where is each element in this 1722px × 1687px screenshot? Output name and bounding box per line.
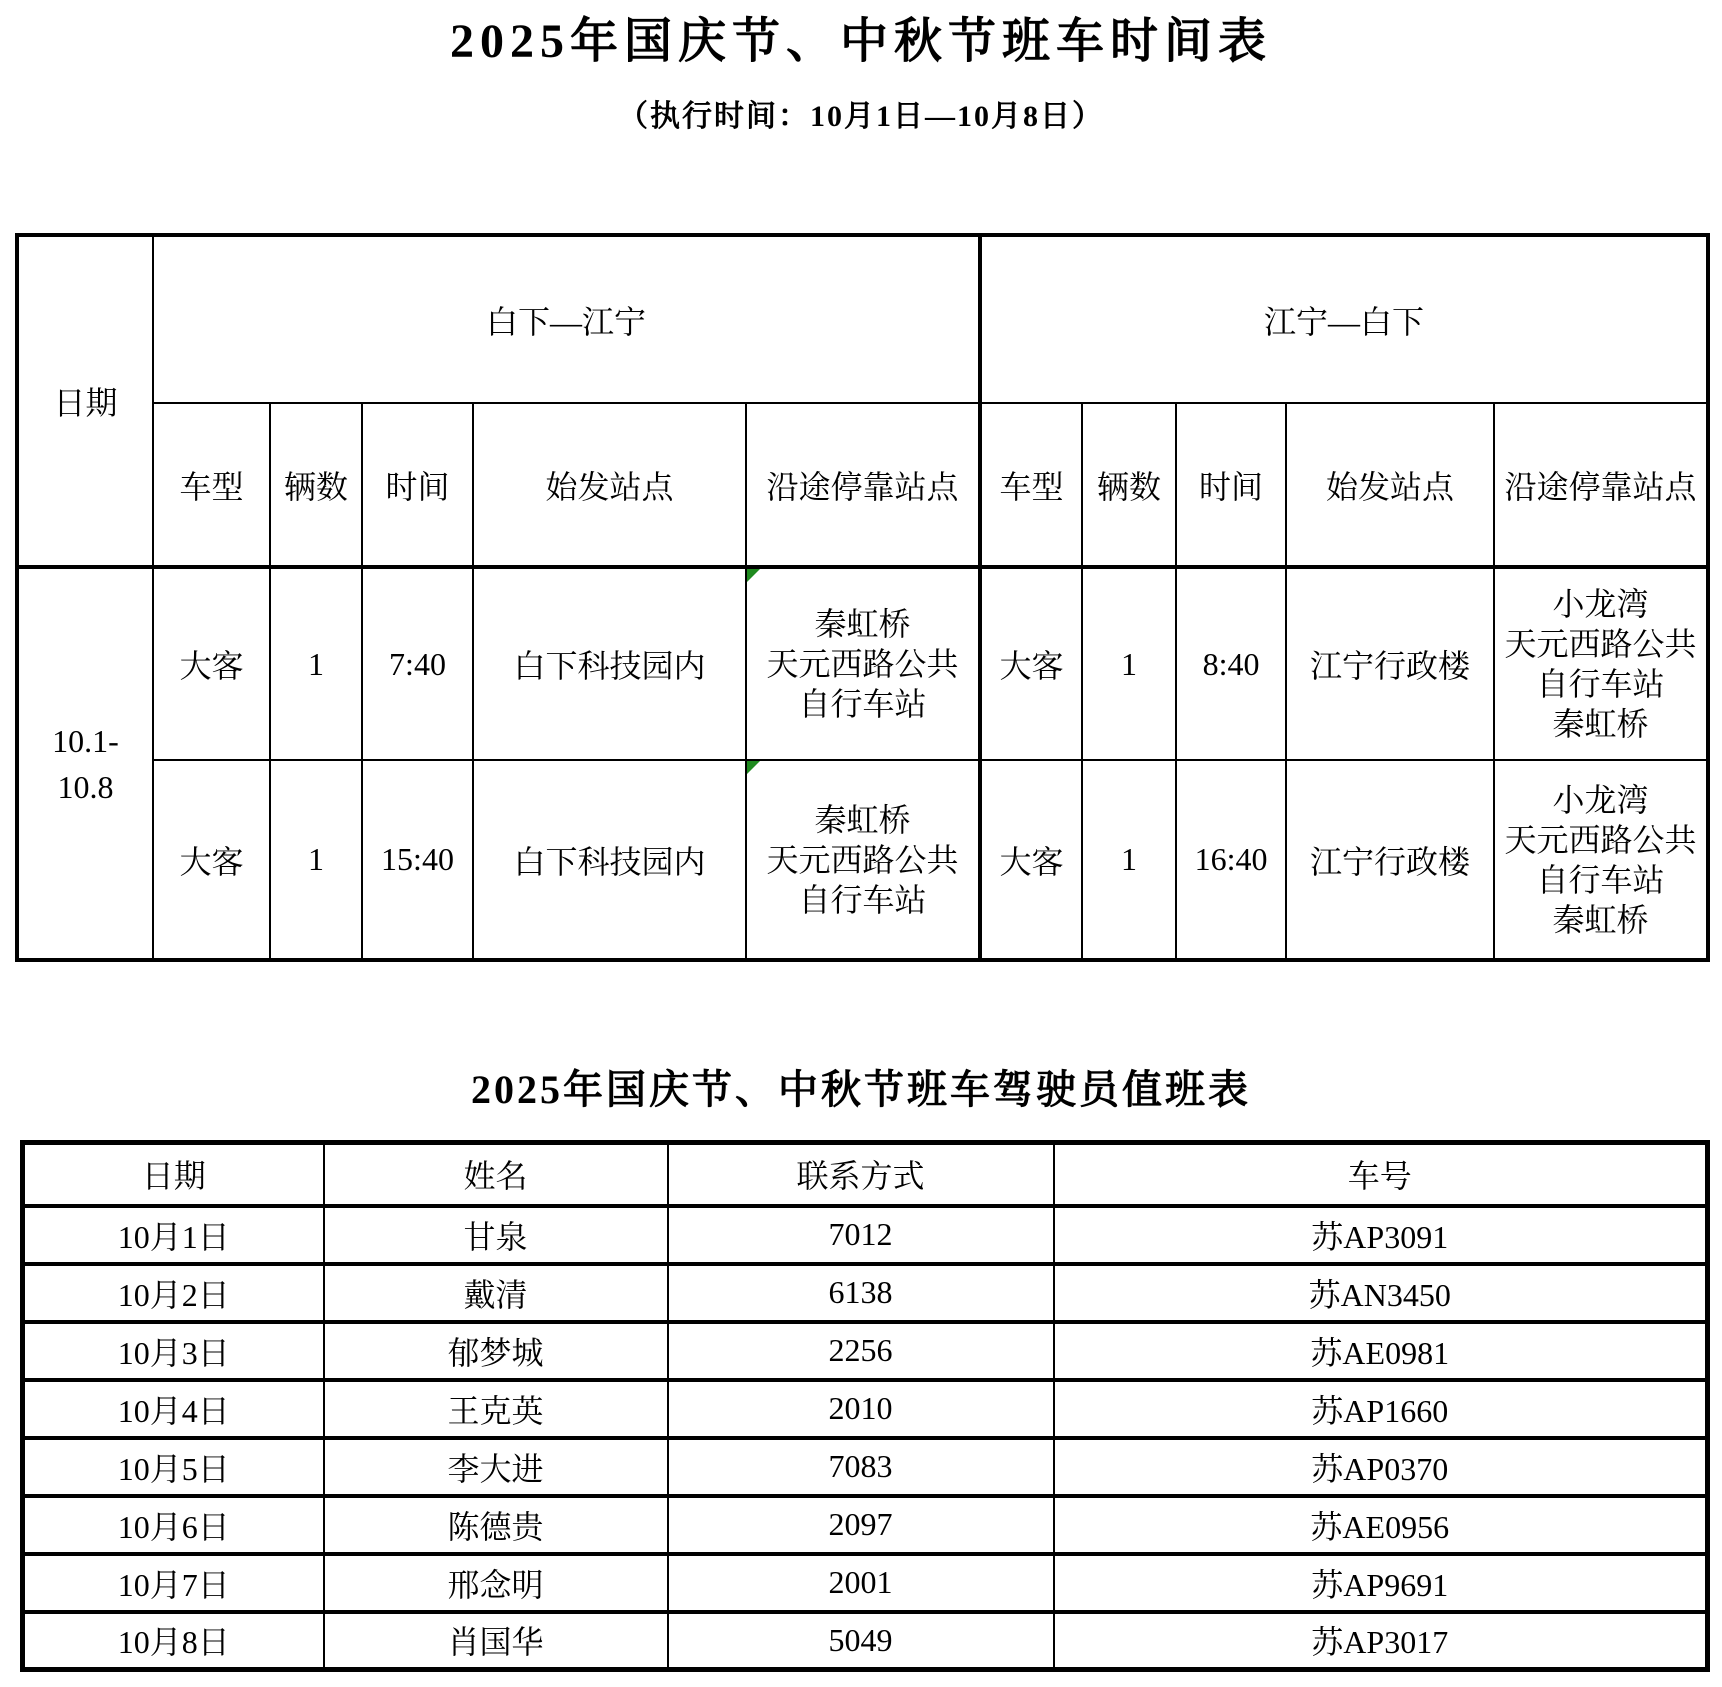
roster-cell-date: 10月2日: [23, 1264, 324, 1322]
subheader-vehicle-count: 辆数: [1082, 403, 1176, 567]
roster-cell-plate: 苏AE0981: [1054, 1322, 1708, 1380]
roster-cell-date: 10月8日: [23, 1612, 324, 1670]
stop-line: 自行车站: [798, 686, 927, 722]
roster-cell-date: 10月7日: [23, 1554, 324, 1612]
subheader-vehicle-count: 辆数: [270, 403, 362, 567]
roster-header-plate: 车号: [1054, 1143, 1708, 1206]
roster-cell-name: 陈德贵: [324, 1496, 668, 1554]
table-row: [23, 1438, 1708, 1496]
roster-cell-contact: 6138: [668, 1264, 1054, 1322]
stop-line: 自行车站: [798, 881, 927, 918]
subheader-time: 时间: [1176, 403, 1286, 567]
stop-line: 秦虹桥: [1552, 706, 1649, 742]
roster-cell-name: 邢念明: [324, 1554, 668, 1612]
roster-header-date: 日期: [23, 1143, 324, 1206]
cell-vehicle-count: 1: [1082, 760, 1176, 960]
cell-time: 7:40: [362, 567, 473, 760]
cell-vehicle-count: 1: [1082, 567, 1176, 760]
roster-cell-plate: 苏AP9691: [1054, 1554, 1708, 1612]
cell-time: 8:40: [1176, 567, 1286, 760]
stop-line: 自行车站: [1536, 861, 1665, 898]
cell-vehicle-type: 大客: [153, 760, 270, 960]
cell-date-range: [17, 567, 153, 960]
roster-cell-name: 李大进: [324, 1438, 668, 1496]
stop-line: 天元西路公共: [766, 841, 959, 878]
stop-line: 自行车站: [1536, 666, 1665, 702]
subheader-origin: 始发站点: [1286, 403, 1494, 567]
table-row: [23, 1496, 1708, 1554]
subheader-time: 时间: [362, 403, 473, 567]
roster-cell-contact: 7012: [668, 1206, 1054, 1264]
roster-cell-contact: 7083: [668, 1438, 1054, 1496]
stop-line: 秦虹桥: [814, 801, 911, 838]
table-row: [23, 1612, 1708, 1670]
cell-stops: [1494, 760, 1708, 960]
roster-header-contact: 联系方式: [668, 1143, 1054, 1206]
cell-vehicle-count: 1: [270, 760, 362, 960]
roster-cell-plate: 苏AP3017: [1054, 1612, 1708, 1670]
table-row: [23, 1206, 1708, 1264]
timetable-header-date: 日期: [17, 235, 153, 567]
stop-line: 秦虹桥: [814, 606, 911, 642]
roster-cell-date: 10月1日: [23, 1206, 324, 1264]
roster-cell-contact: 2001: [668, 1554, 1054, 1612]
excel-flag-icon: [747, 569, 760, 582]
roster-cell-contact: 2256: [668, 1322, 1054, 1380]
cell-origin: 江宁行政楼: [1286, 760, 1494, 960]
excel-flag-icon: [747, 761, 760, 774]
subheader-stops: 沿途停靠站点: [1494, 403, 1708, 567]
roster-cell-name: 肖国华: [324, 1612, 668, 1670]
stop-line: 小龙湾: [1552, 586, 1649, 622]
roster-cell-plate: 苏AP3091: [1054, 1206, 1708, 1264]
stop-line: 天元西路公共: [1504, 821, 1697, 858]
cell-origin: 白下科技园内: [473, 760, 746, 960]
page-subtitle: （执行时间：10月1日—10月8日）: [618, 100, 1104, 133]
stop-line: 天元西路公共: [766, 646, 959, 682]
cell-vehicle-type: 大客: [980, 567, 1082, 760]
cell-stops: [746, 760, 980, 960]
roster-cell-plate: 苏AP1660: [1054, 1380, 1708, 1438]
roster-cell-date: 10月3日: [23, 1322, 324, 1380]
date-range-line: 10.8: [57, 768, 114, 805]
cell-stops: [746, 567, 980, 760]
roster-cell-name: 甘泉: [324, 1206, 668, 1264]
table-row: [23, 1264, 1708, 1322]
timetable-table: [15, 233, 1710, 962]
roster-cell-name: 戴清: [324, 1264, 668, 1322]
cell-origin: 白下科技园内: [473, 567, 746, 760]
cell-time: 16:40: [1176, 760, 1286, 960]
stop-line: 天元西路公共: [1504, 626, 1697, 662]
group-header-jiangning-baixia: 江宁—白下: [980, 235, 1708, 403]
cell-time: 15:40: [362, 760, 473, 960]
cell-vehicle-type: 大客: [980, 760, 1082, 960]
group-header-baixia-jiangning: 白下—江宁: [153, 235, 980, 403]
roster-cell-plate: 苏AP0370: [1054, 1438, 1708, 1496]
roster-cell-contact: 5049: [668, 1612, 1054, 1670]
subheader-vehicle-type: 车型: [153, 403, 270, 567]
roster-cell-name: 王克英: [324, 1380, 668, 1438]
roster-table: [20, 1140, 1710, 1672]
roster-cell-plate: 苏AN3450: [1054, 1264, 1708, 1322]
roster-cell-contact: 2097: [668, 1496, 1054, 1554]
roster-title: 2025年国庆节、中秋节班车驾驶员值班表: [471, 1067, 1251, 1112]
stop-line: 秦虹桥: [1552, 901, 1649, 938]
cell-vehicle-type: 大客: [153, 567, 270, 760]
subheader-origin: 始发站点: [473, 403, 746, 567]
table-row: [23, 1554, 1708, 1612]
date-range-line: 10.1-: [52, 722, 119, 759]
roster-cell-contact: 2010: [668, 1380, 1054, 1438]
cell-origin: 江宁行政楼: [1286, 567, 1494, 760]
stop-line: 小龙湾: [1552, 781, 1649, 818]
roster-cell-date: 10月5日: [23, 1438, 324, 1496]
cell-stops: [1494, 567, 1708, 760]
subheader-stops: 沿途停靠站点: [746, 403, 980, 567]
roster-cell-date: 10月6日: [23, 1496, 324, 1554]
roster-cell-date: 10月4日: [23, 1380, 324, 1438]
table-row: [23, 1380, 1708, 1438]
roster-cell-plate: 苏AE0956: [1054, 1496, 1708, 1554]
roster-header-name: 姓名: [324, 1143, 668, 1206]
cell-vehicle-count: 1: [270, 567, 362, 760]
roster-cell-name: 郁梦城: [324, 1322, 668, 1380]
table-row: [23, 1322, 1708, 1380]
page-title: 2025年国庆节、中秋节班车时间表: [449, 15, 1272, 68]
subheader-vehicle-type: 车型: [980, 403, 1082, 567]
